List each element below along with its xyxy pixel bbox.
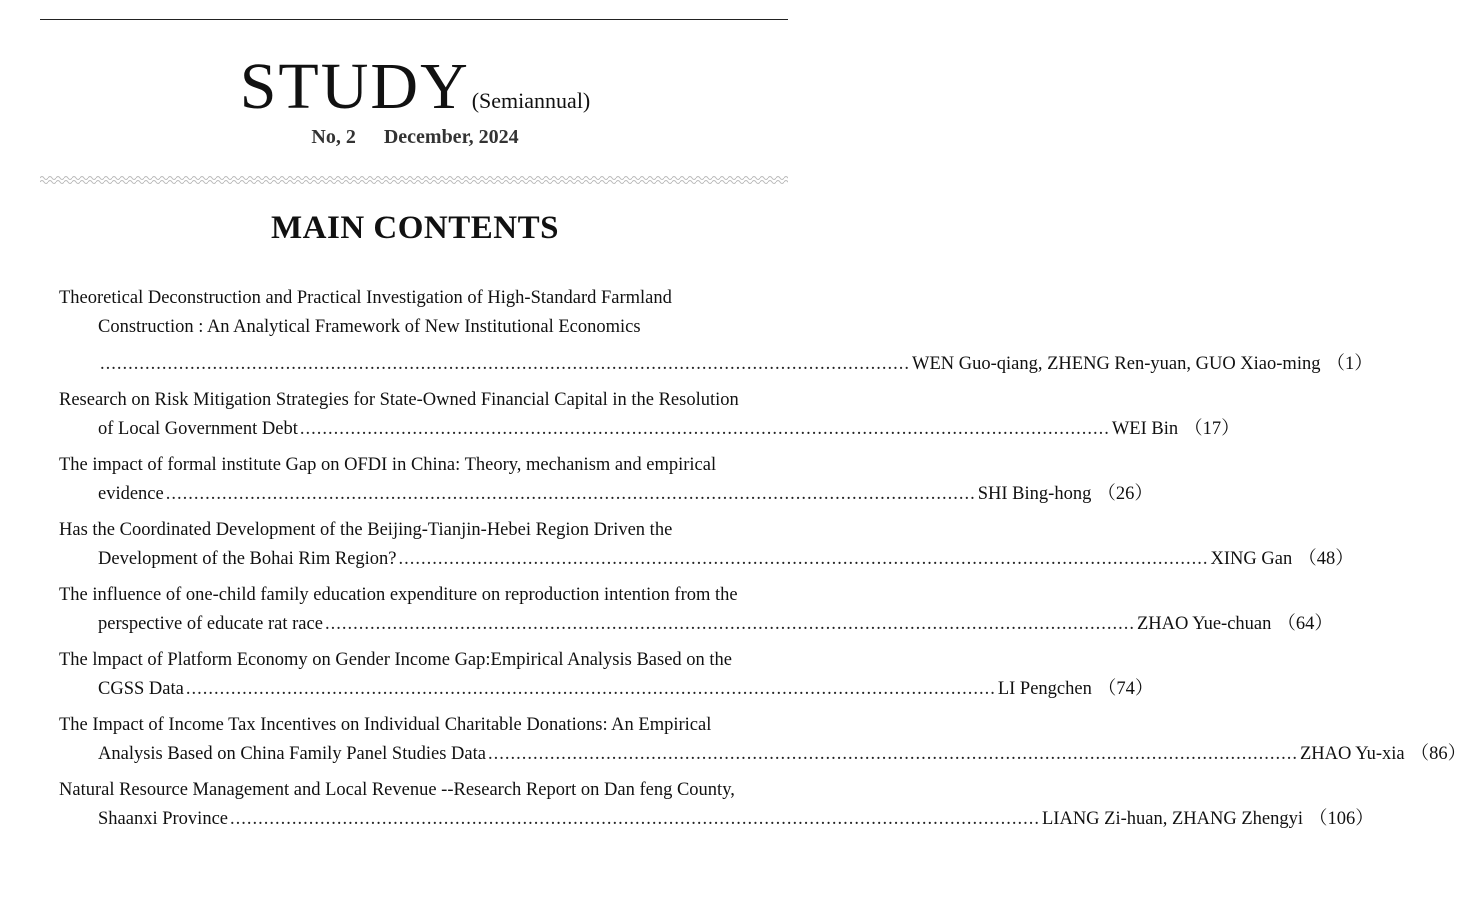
dot-leader: ................................................................................................................................................ (230, 809, 1040, 829)
dot-leader: ................................................................................................................................................ (299, 419, 1110, 439)
top-rule (40, 19, 788, 20)
toc-entry-title-line: Has the Coordinated Development of the Beijing-Tianjin-Hebei Region Driven the (59, 520, 673, 540)
decorative-wave-rule (40, 175, 788, 185)
dot-leader: ................................................................................................................................................ (165, 484, 976, 504)
dot-leader: ................................................................................................................................................ (324, 614, 1135, 634)
issue-line (0, 126, 830, 149)
toc-entry-page: （26） (1097, 484, 1153, 504)
toc-entry[interactable] (59, 386, 1240, 444)
toc-entry-page: （86） (1410, 744, 1466, 764)
dot-leader: ................................................................................................................................................ (398, 549, 1209, 569)
toc-entry-authors: XING Gan (1210, 549, 1293, 569)
toc-entry-page: （48） (1298, 549, 1354, 569)
toc-entry-page: （106） (1309, 809, 1374, 829)
toc-entry-title-line: Theoretical Deconstruction and Practical Investigation of High-Standard Farmland (59, 288, 672, 308)
journal-title: STUDY (239, 50, 470, 123)
toc-entry-authors: LIANG Zi-huan, ZHANG Zhengyi (1042, 809, 1303, 829)
journal-frequency: (Semiannual) (471, 88, 591, 113)
toc-entry-title-line: The lmpact of Platform Economy on Gender Income Gap:Empirical Analysis Based on the (59, 650, 733, 670)
toc-entry[interactable] (59, 284, 1373, 379)
toc-entry-title-line: perspective of educate rat race (98, 614, 323, 634)
toc-entry-authors: ZHAO Yue-chuan (1136, 614, 1272, 634)
contents-heading: MAIN CONTENTS (271, 210, 559, 246)
toc-entry-title-line: Shaanxi Province (98, 809, 228, 829)
issue-date: December, 2024 (383, 126, 519, 148)
toc-entry[interactable] (59, 451, 1153, 509)
toc-entry-page: （17） (1184, 419, 1240, 439)
dot-leader: ................................................................................................................................................ (487, 744, 1298, 764)
toc-entry-authors: SHI Bing-hong (977, 484, 1092, 504)
toc-entry-title-line: Construction : An Analytical Framework of New Institutional Economics (98, 317, 641, 337)
toc-entry-title-line: The impact of formal institute Gap on OFDI in China: Theory, mechanism and empirical (59, 455, 717, 475)
toc-entry-authors: WEI Bin (1111, 419, 1179, 439)
toc-entry[interactable] (59, 711, 1466, 769)
toc-entry-page: （74） (1097, 679, 1154, 699)
toc-entry-authors: LI Pengchen (997, 679, 1092, 699)
dot-leader: ................................................................................................................................................ (185, 679, 996, 699)
toc-entry-authors: WEN Guo-qiang, ZHENG Ren-yuan, GUO Xiao-ming (912, 354, 1321, 374)
toc-entry-title-line: The influence of one-child family education expenditure on reproduction intention from the (59, 585, 738, 605)
toc-entry-page: （1） (1326, 354, 1373, 374)
toc-entry-title-line: Research on Risk Mitigation Strategies for State-Owned Financial Capital in the Resolution (59, 390, 739, 410)
table-of-contents (59, 284, 1466, 841)
toc-entry-title-line: Development of the Bohai Rim Region? (98, 549, 397, 569)
toc-entry[interactable] (59, 646, 1154, 704)
toc-entry-title-line: of Local Government Debt (98, 419, 298, 439)
toc-entry[interactable] (59, 581, 1333, 639)
masthead (0, 52, 830, 122)
toc-entry-title-line: CGSS Data (98, 679, 184, 699)
toc-entry-title-line: Natural Resource Management and Local Revenue --Research Report on Dan feng County, (59, 780, 735, 800)
toc-entry-authors: ZHAO Yu-xia (1299, 744, 1405, 764)
dot-leader: ................................................................................................................................................ (100, 354, 910, 374)
toc-entry-title-line: evidence (98, 484, 164, 504)
toc-entry[interactable] (59, 776, 1374, 834)
toc-entry-title-line: The Impact of Income Tax Incentives on Individual Charitable Donations: An Empirical (59, 715, 712, 735)
issue-number: No, 2 (311, 126, 356, 148)
toc-entry[interactable] (59, 516, 1354, 574)
toc-entry-page: （64） (1277, 614, 1333, 634)
toc-entry-title-line: Analysis Based on China Family Panel Studies Data (98, 744, 486, 764)
